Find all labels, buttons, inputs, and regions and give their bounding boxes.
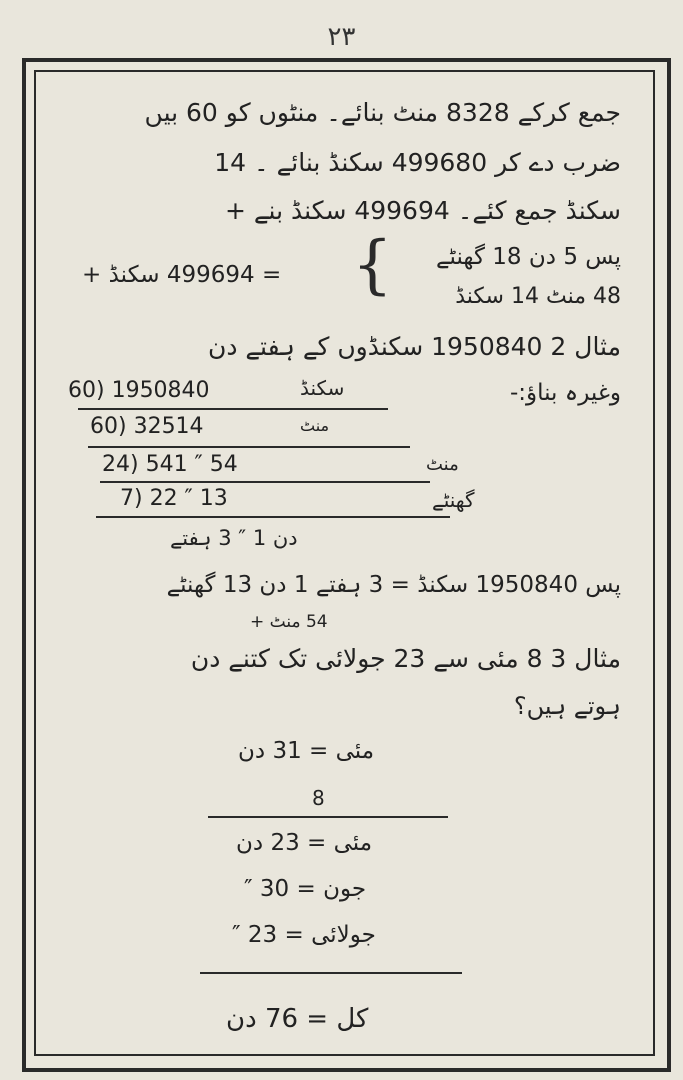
example-3-heading: مثال 3 8 مئی سے 23 جولائی تک کتنے دن — [190, 644, 621, 673]
division-row-3-unit: منٹ — [426, 454, 459, 475]
division-rule-4 — [96, 516, 450, 518]
text-line-3: سکنڈ جمع کئے۔ 499694 سکنڈ بنے + — [224, 196, 621, 225]
july-days: جولائی = 23 ″ — [232, 922, 376, 948]
example-2-heading: مثال 2 1950840 سکنڈوں کے ہفتے دن — [207, 332, 621, 361]
text-line-5: 48 منٹ 14 سکنڈ — [455, 284, 621, 309]
text-line-6: = 499694 سکنڈ + — [82, 262, 282, 288]
may-rule — [208, 816, 448, 818]
june-days: جون = 30 ″ — [244, 876, 367, 902]
may-minus-value: 8 — [312, 786, 325, 810]
total-days: کل = 76 دن — [226, 1004, 369, 1034]
division-row-5: دن 1 ″ 3 ہفتے — [170, 526, 298, 550]
text-line-1: جمع کرکے 8328 منٹ بنائے۔ منٹوں کو 60 بیں — [144, 98, 621, 127]
text-line-4: پس 5 دن 18 گھنٹے — [436, 244, 621, 270]
division-row-4: 7) 22 ″ 13 — [120, 486, 228, 511]
result-line-2: 54 منٹ + — [250, 612, 328, 632]
may-remaining: مئی = 23 دن — [236, 830, 373, 856]
example-3-subline: ہوتے ہیں؟ — [513, 692, 621, 720]
may-days: مئی = 31 دن — [238, 738, 375, 764]
division-row-3: 24) 541 ″ 54 — [102, 452, 238, 477]
division-row-2: 60) 32514 — [90, 414, 204, 439]
division-rule-1 — [78, 408, 388, 410]
division-rule-3 — [100, 481, 430, 483]
text-line-2: ضرب دے کر 499680 سکنڈ بنائے ۔ 14 — [214, 148, 621, 177]
division-row-2-unit: منٹ — [300, 416, 330, 435]
page-number: ۲۳ — [327, 22, 356, 52]
total-rule — [200, 972, 462, 974]
example-2-subline: وغیرہ بناؤ:- — [509, 380, 621, 406]
division-row-1: 60) 1950840 — [68, 378, 210, 403]
division-row-4-unit: گھنٹے — [432, 488, 475, 512]
result-line-1: پس 1950840 سکنڈ = 3 ہفتے 1 دن 13 گھنٹے — [166, 572, 621, 598]
division-row-1-unit: سکنڈ — [300, 376, 345, 400]
division-rule-2 — [88, 446, 410, 448]
curly-brace-icon: { — [352, 228, 393, 302]
